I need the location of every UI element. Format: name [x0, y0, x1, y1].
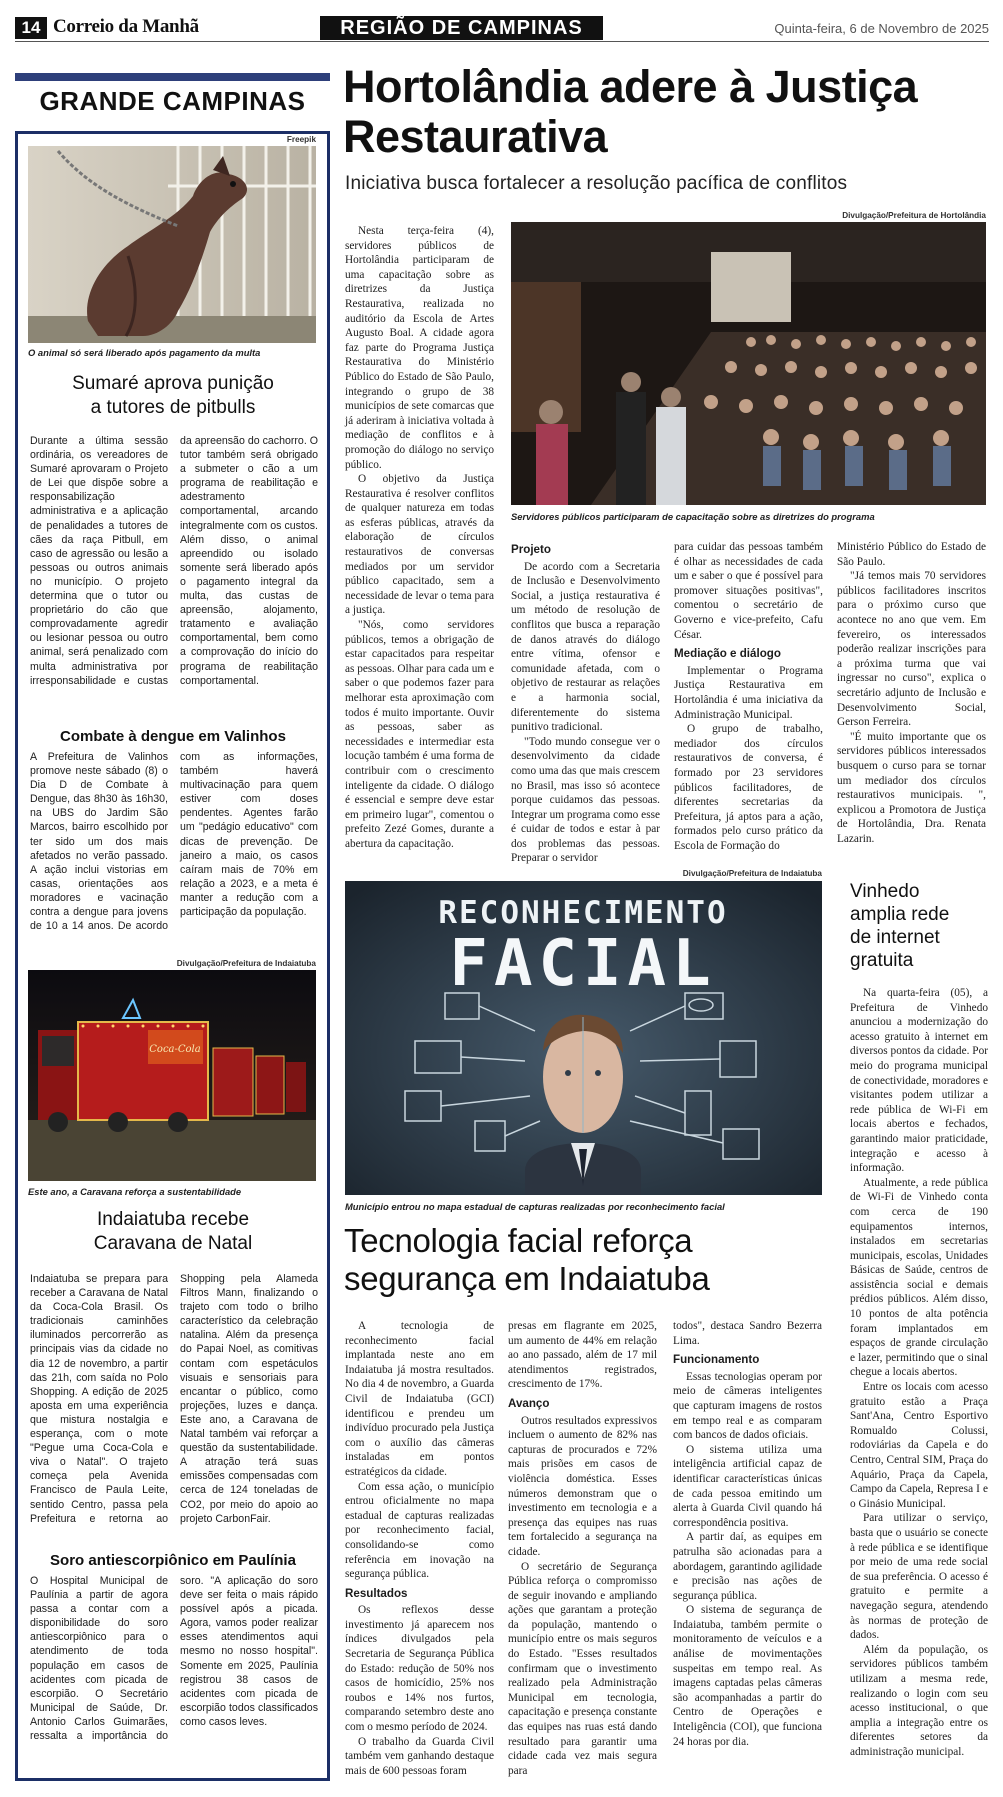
- paragraph: Para utilizar o serviço, basta que o usuário se conecte à rede pública e se identifique por meio de uma rede social de sua preferência. O acesso é gratuito e permite a navegação segura, atendendo às normas de proteção de dados.: [850, 1512, 988, 1642]
- paragraph: Além da população, os servidores públicos também utilizam a mesma rede, realizando o login com seu acesso institucional, o que amplia a integração entre os diferentes setores da administração municipal.: [850, 1643, 988, 1758]
- paragraph: Com essa ação, o município entrou oficialmente no mapa estadual de capturas realizadas por reconhecimento facial, consolidando-se como referência em inovação na segurança pública.: [345, 1480, 494, 1581]
- paragraph: Entre os locais com acesso gratuito estão a Praça Sant'Ana, Centro Esportivo Romualdo Colussi, rodoviárias da Capela e do Centro, Central SIM, Praça do Aquário, Praça da Capela, Campo da Capela, Represa I e o Ginásio Municipal.: [850, 1381, 988, 1510]
- article-column: [673, 1319, 822, 1749]
- title-line: a tutores de pitbulls: [90, 397, 256, 418]
- sidebar-top-bar: [15, 73, 330, 81]
- paragraph: Ministério Público do Estado de São Paulo.: [837, 541, 986, 568]
- paragraph: A partir daí, as equipes em patrulha são acionadas para a abordagem, garantindo agilidade e precisão nas ações de segurança pública.: [673, 1531, 822, 1602]
- caravana-photo: [28, 970, 316, 1181]
- sidebar-label: GRANDE CAMPINAS: [39, 86, 306, 116]
- subheading: Avanço: [508, 1396, 550, 1410]
- article-title: Soro antiescorpiônico em Paulínia: [50, 1552, 296, 1569]
- paragraph: O sistema de segurança de Indaiatuba, também permite o monitoramento de veículos e a análise de movimentações suspeitas em tempo real. As imagens captadas pelas câmeras são acompanhadas a partir do Centro de Operações e Inteligência (COI), que funciona 24 horas por dia.: [673, 1604, 822, 1748]
- article-column: [837, 540, 986, 846]
- photo-caption: O animal só será liberado após pagamento da multa: [28, 347, 261, 358]
- paragraph: Nesta terça-feira (4), servidores públicos de Hortolândia participaram de uma capacitação sobre as diretrizes da Justiça Restaurativa, realizada no auditório da Escola de Artes Augusto Boal. A cidade agora faz parte do Programa Justiça Restaurativa do Ministério Público do Estado de São Paulo, integrando o grupo de 38 municípios de sete comarcas que já aderiram à iniciativa voltada à mediação de conflitos e à promoção do diálogo no serviço público.: [345, 225, 494, 471]
- article-column: [511, 538, 660, 866]
- subheading: Mediação e diálogo: [674, 647, 781, 661]
- article-title: [850, 880, 990, 972]
- masthead: Correio da Manhã: [53, 16, 199, 37]
- paragraph: presas em flagrante em 2025, um aumento de 44% em relação ao ano passado, além de 17 mil atendimentos registrados, crescimento de 17%.: [508, 1320, 657, 1391]
- photo-credit: Divulgação/Prefeitura de Indaiatuba: [176, 959, 316, 968]
- article-title: Combate à dengue em Valinhos: [60, 728, 286, 745]
- subheading: Resultados: [345, 1586, 408, 1600]
- subheading: Funcionamento: [673, 1353, 760, 1367]
- article-title: [344, 1222, 824, 1298]
- article-column: [345, 1319, 494, 1778]
- pitbull-image: [28, 146, 316, 343]
- truck-logo-text: Coca-Cola: [149, 1044, 201, 1055]
- subheading: Projeto: [511, 543, 551, 556]
- section-banner: REGIÃO DE CAMPINAS: [320, 16, 603, 40]
- photo-credit: Divulgação/Prefeitura de Indaiatuba: [682, 869, 822, 878]
- title-line: Sumaré aprova punição: [72, 373, 274, 394]
- paragraph: O sistema utiliza uma inteligência artificial capaz de identificar características únicas de cada pessoa emitindo um alerta à Guarda Civil quando há correspondência positiva.: [673, 1443, 822, 1529]
- paragraph: Outros resultados expressivos incluem o aumento de 82% nas capturas de procurados e 72% mais prisões em casos de violência doméstica. Esses números demonstram que o investimento em tecnologia e a presença das equipes nas ruas tem fortalecido a segurança na cidade.: [508, 1414, 657, 1558]
- photo-credit: Freepik: [286, 135, 316, 144]
- paragraph: "É muito importante que os servidores públicos interessados busquem o curso para se tornar um mediador dos círculos restaurativos municipais. ", explicou a Promotora de Justiça de Hortolândia, Dra. Renata Lazarin.: [837, 730, 986, 845]
- page-number: 14: [15, 17, 47, 39]
- paragraph: A tecnologia de reconhecimento facial implantada neste ano em Indaiatuba já mostra resultados. No dia 4 de novembro, a Guarda Civil de Indaiatuba (GCI) identificou e prendeu um indivíduo procurado pela Justiça com o auxílio das câmeras instaladas em pontos estratégicos da cidade.: [345, 1320, 494, 1478]
- paragraph: Atualmente, a rede pública de Wi-Fi de Vinhedo conta com cerca de 190 equipamentos internos, instalados em secretarias municipais, escolas, Unidades Básicas de Saúde, centros de assistência social e demais prédios públicos. Além disso, 10 pontos de alta potência foram implantados em espaços de grande circulação e lazer, permitindo que o sinal chegue a locais abertos.: [850, 1176, 988, 1379]
- main-subtitle: Iniciativa busca fortalecer a resolução pacífica de conflitos: [345, 173, 848, 194]
- paragraph: O secretário de Segurança Pública reforça o compromisso de seguir inovando e ampliando ações que garantam a proteção da população, mantendo o município entre os mais seguros do Estado. "Esses resultados confirmam que o investimento realizado pela Administração Municipal em tecnologia, capacitação e presença constante das equipes nas ruas está dando resultado para garantir uma cidade cada vez mais segura para: [508, 1560, 657, 1777]
- article-column: [345, 224, 494, 852]
- article-column: [674, 540, 823, 853]
- photo-caption: Município entrou no mapa estadual de capturas realizadas por reconhecimento facial: [345, 1201, 725, 1212]
- article-body: A Prefeitura de Valinhos promove neste sábado (8) o Dia D de Combate à Dengue, das 8h30 às 16h30, na UBS do Jardim São Marcos, bairro escolhido por ter sido um dos mais afetados no verão passado. A ação inclui vistorias em casas, orientações aos moradores e vacinação contra a dengue para jovens de 10 a 14 anos. De acordo com as informações, também haverá multivacinação para quem estiver com doses pendentes. Agentes farão um "pedágio educativo" com dicas de prevenção. De janeiro a maio, os casos caíram mais de 70% em relação a 2023, e a meta é manter a redução com a participação da população.: [30, 751, 318, 933]
- paragraph: "Todo mundo consegue ver o desenvolvimento da cidade como uma das que mais crescem no Brasil, mas isso só acontece porque cuidamos das pessoas. Integrar um programa como esse é cuidar de todos e estar à par dos problemas das pessoas. Preparar o servidor: [511, 735, 660, 865]
- main-headline: Hortolândia adere à Justiça Restaurativa: [343, 61, 918, 162]
- auditorium-image: [511, 222, 986, 505]
- title-line: Caravana de Natal: [93, 1233, 253, 1254]
- title-line: Tecnologia facial reforça: [344, 1222, 693, 1259]
- facial-graphic: [345, 881, 822, 1195]
- paragraph: O objetivo da Justiça Restaurativa é resolver conflitos de qualquer natureza em todas as esferas públicas, através da elaboração de círculos restaurativos de conversas mediados por um servidor público capacitado, sem a necessidade de levar o tema para a justiça.: [345, 473, 494, 617]
- paragraph: O grupo de trabalho, mediador dos círculos restaurativos de conversa, é formado por 23 servidores públicos facilitadores, de diferentes secretarias da Prefeitura, já aptos para a ação, formados pelo curso prático da Escola de Formação do: [674, 723, 823, 852]
- title-line: amplia rede: [850, 904, 950, 925]
- pitbull-photo: [28, 146, 316, 343]
- article-column: [508, 1319, 657, 1778]
- paragraph: "Nós, como servidores públicos, temos a obrigação de estar capacitados para respeitar as pessoas. Olhar para cada um e saber o que podemos fazer para melhorar esta aproximação com todos é muito importante. Ouvir as pessoas, saber as necessidades e intermediar esta locução também é uma forma de contribuir com o crescimento inteligente da cidade. O diálogo é essencial e sempre deve estar em primeiro lugar", comentou o prefeito Zezé Gomes, durante a abertura da capacitação.: [345, 619, 494, 850]
- graphic-text: FACIAL: [449, 927, 717, 1001]
- header-rule: [15, 41, 989, 42]
- paragraph: Os reflexos desse investimento já aparecem nos índices divulgados pela Secretaria de Segurança Pública do Estado: redução de 50% nos casos de homicídio, 25% nos roubos e 14% nos furtos, comparando setembro deste ano com o mesmo período de 2024.: [345, 1604, 494, 1734]
- article-column: [850, 986, 988, 1759]
- article-body: Indaiatuba se prepara para receber a Caravana de Natal da Coca-Cola Brasil. Os tradicionais caminhões iluminados percorrerão as principais vias da cidade no dia 12 de novembro, a partir das 21h, com saída no Polo Shopping. A edição de 2025 aposta em uma experiência que mistura nostalgia e esperança, com o mote "Pegue uma Coca-Cola e viva o Natal". O trajeto começa pela Avenida Francisco de Paula Leite, sentido Centro, passa pela Prefeitura e retorna ao Shopping pela Alameda Filtros Mann, finalizando o trajeto com todo o brilho característico da celebração natalina. Além da presença do Papai Noel, as comitivas contam com espetáculos visuais e sensoriais para encantar o público, como projeções, luzes e dança. Este ano, a Caravana de Natal também vai reforçar a questão da sustentabilidade. A atração terá suas emissões compensadas com cerca de 124 toneladas de CO2, por meio do apoio ao projeto CarbonFair.: [30, 1273, 318, 1525]
- paragraph: De acordo com a Secretaria de Inclusão e Desenvolvimento Social, a justiça restaurativa é um método de resolução de conflitos que busca a reparação de danos através do diálogo entre vítima, ofensor e comunidade afetada, com o objetivo de restaurar as relações e a harmonia social, diferentemente do sistema punitivo tradicional.: [511, 560, 660, 734]
- title-line: Indaiatuba recebe: [96, 1209, 250, 1230]
- auditorium-photo: [511, 222, 986, 505]
- article-body: O Hospital Municipal de Paulínia a partir de agora passa a contar com a disponibilidade do soro antiescorpiônico para o atendimento de toda população em casos de acidentes com picada de escorpião. O Secretário Municipal de Saúde, Dr. Antonio Carlos Guimarães, ressalta a importância do soro. "A aplicação do soro deve ser feita o mais rápido possível após a picada. Agora, vamos poder realizar esses atendimentos aqui mesmo no nosso hospital". Somente em 2025, Paulínia registrou 38 casos de acidentes com picada de escorpião todos classificados como casos leves.: [30, 1575, 318, 1743]
- article-title: [28, 1208, 318, 1256]
- photo-caption: Este ano, a Caravana reforça a sustentabilidade: [28, 1186, 242, 1197]
- issue-date: Quinta-feira, 6 de Novembro de 2025: [774, 21, 989, 36]
- article-title: [28, 372, 318, 420]
- title-line: segurança em Indaiatuba: [344, 1260, 710, 1297]
- christmas-truck-image: [28, 970, 316, 1181]
- paragraph: Implementar o Programa Justiça Restaurativa em Hortolândia é uma iniciativa da Administração Municipal.: [674, 664, 823, 721]
- photo-credit: Divulgação/Prefeitura de Hortolândia: [842, 211, 986, 220]
- graphic-text: RECONHECIMENTO: [438, 895, 728, 931]
- photo-caption: Servidores públicos participaram de capacitação sobre as diretrizes do programa: [511, 511, 875, 522]
- facial-recognition-image: [345, 881, 822, 1195]
- paragraph: Essas tecnologias operam por meio de câmeras inteligentes que capturam imagens de rostos em tempo real e as comparam com bancos de dados oficiais.: [673, 1370, 822, 1442]
- article-body: Durante a última sessão ordinária, os vereadores de Sumaré aprovaram o Projeto de Lei que dispõe sobre a responsabilização administrativa e a aplicação de penalidades a tutores de cães da raça Pitbull, em caso de agressão ou lesão a pessoas ou outros animais no município. O projeto determina que o tutor ou proprietário do cão que comprovadamente agredir ou lesionar pessoa ou outro animal, será penalizado com multa administrativa por irresponsabilidade e custas da apreensão do cachorro. O tutor também será obrigado a submeter o cão a um programa de reabilitação e adestramento comportamental, arcando integralmente com os custos. Além disso, o animal apreendido ou isolado somente será liberado após o pagamento integral da multa, das custas de apreensão, alojamento, tratamento e avaliação comportamental, bem como a comprovação do início do programa de reabilitação comportamental.: [30, 435, 318, 687]
- title-line: Vinhedo: [850, 881, 920, 902]
- paragraph: todos", destaca Sandro Bezerra Lima.: [673, 1320, 822, 1347]
- title-line: gratuita: [850, 950, 914, 971]
- paragraph: para cuidar das pessoas também é olhar as necessidades de cada um e saber o que é possível para promover situações positivas", comentou o secretário de Governo e vice-prefeito, Cafu César.: [674, 541, 823, 641]
- paragraph: O trabalho da Guarda Civil também vem ganhando destaque mais de 600 pessoas foram: [345, 1735, 494, 1777]
- paragraph: "Já temos mais 70 servidores públicos facilitadores inscritos para o próximo curso que acontece no ano que vem. Em fevereiro, os interessados poderão realizar inscrições para a próxima turma que vai ingressar no curso", explica o secretário adjunto de Inclusão e Desenvolvimento Social, Gerson Ferreira.: [837, 570, 986, 729]
- title-line: de internet: [850, 927, 940, 948]
- paragraph: Na quarta-feira (05), a Prefeitura de Vinhedo anunciou a modernização do acesso gratuito à internet em diversos pontos da cidade. Por meio do programa municipal de conectividade, moradores e visitantes podem utilizar a rede pública de Wi-Fi em locais abertos e fechados, garantindo maior praticidade, integração e acesso à informação.: [850, 987, 988, 1175]
